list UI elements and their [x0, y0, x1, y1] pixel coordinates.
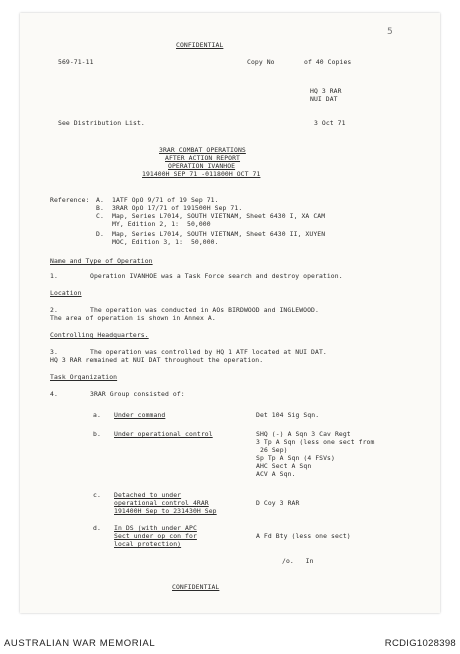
copy-no-label: Copy No [247, 58, 275, 66]
unit-name: HQ 3 RAR [310, 87, 342, 95]
para-2-line-2: The area of operation is shown in Annex A. [50, 314, 216, 322]
distribution-line: See Distribution List. [58, 119, 145, 127]
classification-top: CONFIDENTIAL [176, 41, 224, 49]
document-page [20, 13, 440, 613]
para-4-text: 3RAR Group consisted of: [90, 390, 185, 398]
reference-text-a: 1ATF OpO 9/71 of 19 Sep 71. [112, 196, 219, 204]
pencil-page-number: 5 [387, 27, 393, 37]
reference-letter-a: A. [96, 196, 104, 204]
file-reference: 569-71-11 [58, 58, 94, 66]
task-d-letter: d. [93, 524, 101, 532]
task-a-label: Under command [114, 411, 166, 419]
heading-task-organization: Task Organization [50, 373, 118, 381]
task-b-label: Under operational control [114, 430, 213, 438]
task-b-value-3: 26 Sep) [260, 446, 288, 454]
para-2-number: 2. [50, 306, 58, 314]
archive-footer [0, 616, 460, 654]
reference-text-d-cont: MOC, Edition 3, 1: 50,000. [112, 238, 219, 246]
para-3-line-1: The operation was controlled by HQ 1 ATF located at NUI DAT. [90, 348, 327, 356]
reference-letter-d: D. [96, 230, 104, 238]
title-line-2: AFTER ACTION REPORT [165, 154, 241, 162]
task-a-letter: a. [93, 411, 101, 419]
reference-text-c: Map, Series L7014, SOUTH VIETNAM, Sheet 6430 I, XA CAM [112, 212, 326, 220]
para-4-number: 4. [50, 390, 58, 398]
title-line-4: 191400H SEP 71 -011800H OCT 71 [142, 170, 261, 178]
para-1-number: 1. [50, 272, 58, 280]
para-3-number: 3. [50, 348, 58, 356]
reference-text-d: Map, Series L7014, SOUTH VIETNAM, Sheet 6430 II, XUYEN [112, 230, 326, 238]
classification-bottom: CONFIDENTIAL [172, 583, 220, 591]
continuation-marker: /o. In [282, 557, 314, 565]
para-2-line-1: The operation was conducted in AOs BIRDWOOD and INGLEWOOD. [90, 306, 319, 314]
task-d-label-2: Sect under op con for [114, 532, 197, 540]
unit-location: NUI DAT [310, 95, 338, 103]
task-b-value-6: ACV A Sqn. [256, 470, 296, 478]
task-d-label-3: local protection) [114, 540, 182, 548]
archive-id: RCDIG1028398 [384, 638, 456, 649]
task-d-value: A Fd Bty (less one sect) [256, 532, 351, 540]
heading-controlling-hq: Controlling Headquarters. [50, 331, 149, 339]
copies-count: of 40 Copies [304, 58, 352, 66]
task-b-value-5: AHC Sect A Sqn [256, 462, 312, 470]
task-a-value: Det 104 Sig Sqn. [256, 411, 320, 419]
reference-letter-c: C. [96, 212, 104, 220]
task-b-value-1: SHQ (-) A Sqn 3 Cav Regt [256, 430, 351, 438]
heading-location: Location [50, 289, 82, 297]
title-line-1: 3RAR COMBAT OPERATIONS [159, 146, 246, 154]
task-c-value: D Coy 3 RAR [256, 499, 300, 507]
archive-credit: AUSTRALIAN WAR MEMORIAL [4, 638, 156, 649]
heading-name-type: Name and Type of Operation [50, 257, 153, 265]
reference-text-b: 3RAR OpO 17/71 of 191500H Sep 71. [112, 204, 243, 212]
task-b-letter: b. [93, 430, 101, 438]
para-1-text: Operation IVANHOE was a Task Force search and destroy operation. [90, 272, 343, 280]
task-c-label-1: Detached to under [114, 491, 182, 499]
para-3-line-2: HQ 3 RAR remained at NUI DAT throughout the operation. [50, 356, 264, 364]
reference-letter-b: B. [96, 204, 104, 212]
task-d-label-1: In DS (with under APC [114, 524, 197, 532]
document-date: 3 Oct 71 [314, 119, 346, 127]
reference-text-c-cont: MY, Edition 2, 1: 50,000 [112, 220, 211, 228]
reference-label: Reference: [50, 196, 90, 204]
task-c-label-2: operational control 4RAR [114, 499, 209, 507]
task-c-letter: c. [93, 491, 101, 499]
title-line-3: OPERATION IVANHOE [168, 162, 236, 170]
task-b-value-4: Sp Tp A Sqn (4 FSVs) [256, 454, 335, 462]
task-c-label-3: 191400H Sep to 231430H Sep [114, 507, 217, 515]
task-b-value-2: 3 Tp A Sqn (less one sect from [256, 438, 375, 446]
